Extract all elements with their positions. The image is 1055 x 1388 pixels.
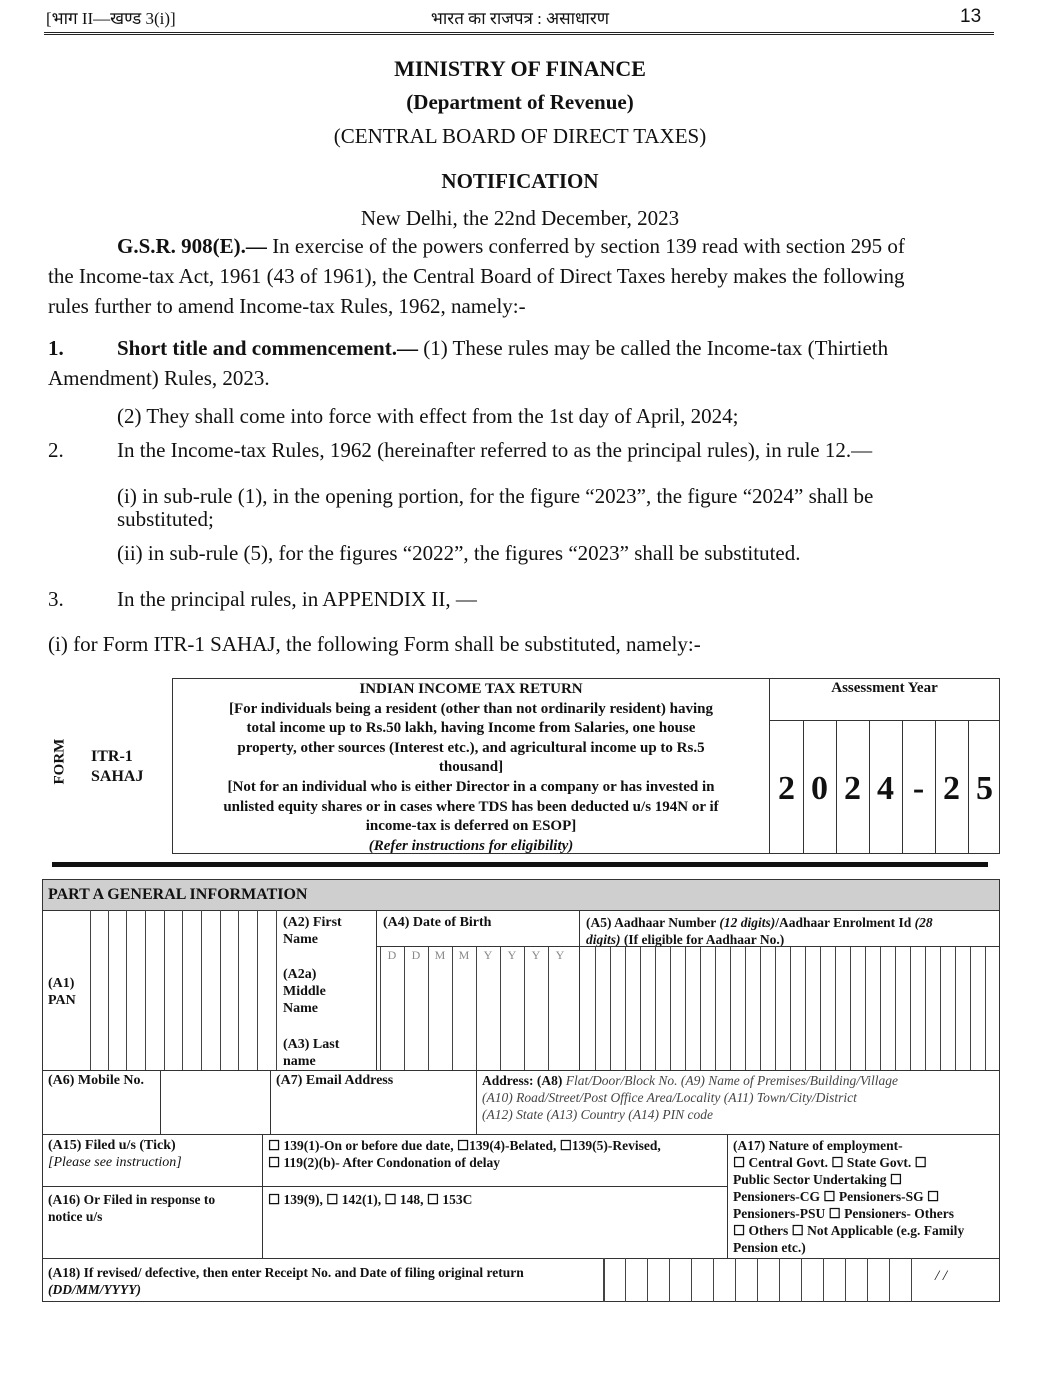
ay-digit: 4 bbox=[869, 768, 903, 810]
item-3-number: 3. bbox=[48, 587, 64, 611]
item-2-i-line-2: substituted; bbox=[117, 507, 214, 531]
board-title: (CENTRAL BOARD OF DIRECT TAXES) bbox=[333, 124, 707, 148]
response-notice-label: (A16) Or Filed in response to notice u/s bbox=[48, 1192, 216, 1224]
pan-input-cells[interactable] bbox=[90, 910, 276, 1070]
department-title: (Department of Revenue) bbox=[406, 90, 634, 114]
notification-heading: NOTIFICATION bbox=[441, 169, 599, 193]
ay-digit: 5 bbox=[976, 770, 993, 807]
dob-placeholder: Y bbox=[531, 948, 541, 962]
ay-digit: 2 bbox=[935, 768, 969, 810]
item-2-text: In the Income-tax Rules, 1962 (hereinafter referred to as the principal rules), in rule 12.— bbox=[117, 438, 873, 462]
intro-line-3: rules further to amend Income-tax Rules, 1962, namely:- bbox=[48, 294, 526, 318]
aadhaar-input-cells[interactable] bbox=[580, 946, 999, 1070]
part-a-heading: PART A GENERAL INFORMATION bbox=[48, 886, 308, 903]
ay-digit: 0 bbox=[803, 768, 837, 810]
gazette-part-label: [भाग II—खण्ड 3(i)] bbox=[46, 9, 176, 28]
header-rule bbox=[44, 32, 994, 37]
receipt-number-cells[interactable] bbox=[603, 1258, 911, 1302]
last-name-label: (A3) Last name bbox=[283, 1037, 340, 1069]
form-vertical-label: FORM bbox=[51, 738, 68, 785]
original-filing-date[interactable]: / / bbox=[935, 1268, 948, 1284]
dob-placeholder: M bbox=[434, 948, 446, 962]
item-2-ii: (ii) in sub-rule (5), for the figures “2022”, the figures “2023” shall be substituted. bbox=[117, 541, 801, 565]
ay-digit: - bbox=[902, 768, 936, 810]
assessment-year-label: Assessment Year bbox=[831, 680, 938, 696]
dob-placeholder: Y bbox=[483, 948, 493, 962]
response-notice-options[interactable]: ☐ 139(9), ☐ 142(1), ☐ 148, ☐ 153C bbox=[268, 1192, 473, 1207]
filed-under-label: (A15) Filed u/s (Tick) [Please see instruction] bbox=[48, 1138, 182, 1170]
item-2-number: 2. bbox=[48, 438, 64, 462]
mobile-label: (A6) Mobile No. bbox=[48, 1073, 145, 1088]
email-label: (A7) Email Address bbox=[276, 1073, 394, 1088]
form-name: ITR-1 SAHAJ bbox=[91, 748, 144, 785]
dob-placeholder: D bbox=[387, 948, 397, 962]
gazette-title: भारत का राजपत्र : असाधारण bbox=[430, 9, 610, 28]
address-label: Address: (A8) Flat/Door/Block No. (A9) Name of Premises/Building/Village (A10) Road/Street/Post Office Area/Locality (A11) Town/City/District (A12) State (A13) Country (A14) PIN code bbox=[482, 1073, 898, 1122]
middle-name-label: (A2a) Middle Name bbox=[283, 967, 326, 1016]
item-1-number: 1. bbox=[48, 336, 64, 360]
ay-digit: 2 bbox=[836, 768, 870, 810]
dob-label: (A4) Date of Birth bbox=[383, 915, 492, 930]
intro-line-1: G.S.R. 908(E).— In exercise of the powers conferred by section 139 read with section 295 of bbox=[117, 234, 905, 258]
dob-placeholder: D bbox=[411, 948, 421, 962]
page-number: 13 bbox=[960, 6, 982, 27]
place-date: New Delhi, the 22nd December, 2023 bbox=[360, 206, 680, 230]
intro-line-2: the Income-tax Act, 1961 (43 of 1961), the Central Board of Direct Taxes hereby makes the following bbox=[48, 264, 905, 288]
section-divider bbox=[52, 862, 988, 867]
dob-placeholder: M bbox=[458, 948, 470, 962]
aadhaar-label: (A5) Aadhaar Number (12 digits)/Aadhaar Enrolment Id (28 digits) (If eligible for Aadhaar No.) bbox=[586, 915, 933, 947]
filed-under-options[interactable]: ☐ 139(1)-On or before due date, ☐139(4)-Belated, ☐139(5)-Revised, ☐ 119(2)(b)- After Condonation of delay bbox=[268, 1138, 661, 1170]
employment-nature-options[interactable]: (A17) Nature of employment- ☐ Central Govt. ☐ State Govt. ☐ Public Sector Undertaking ☐ Pensioners-CG ☐ Pensioners-SG ☐ Pensioners-PSU ☐ Pensioners- Others ☐ Others ☐ Not Applicable (e.g. Family Pension etc.) bbox=[733, 1138, 965, 1255]
item-1-text-2: Amendment) Rules, 2023. bbox=[48, 366, 270, 390]
item-3-i: (i) for Form ITR-1 SAHAJ, the following Form shall be substituted, namely:- bbox=[48, 632, 701, 656]
dob-placeholder: Y bbox=[555, 948, 565, 962]
ministry-title: MINISTRY OF FINANCE bbox=[394, 56, 646, 81]
item-1-sub-2: (2) They shall come into force with effect from the 1st day of April, 2024; bbox=[117, 404, 739, 428]
item-2-i-line-1: (i) in sub-rule (1), in the opening portion, for the figure “2023”, the figure “2024” shall be bbox=[117, 484, 874, 508]
pan-label: (A1) PAN bbox=[48, 976, 76, 1008]
mobile-input[interactable] bbox=[160, 1070, 161, 1134]
first-name-label: (A2) First Name bbox=[283, 915, 342, 947]
revised-return-label: (A18) If revised/ defective, then enter Receipt No. and Date of filing original return (DD/MM/YYYY) bbox=[48, 1265, 524, 1297]
item-3-text: In the principal rules, in APPENDIX II, — bbox=[117, 587, 477, 611]
item-1-text: Short title and commencement.— (1) These rules may be called the Income-tax (Thirtieth bbox=[117, 336, 889, 360]
dob-placeholder: Y bbox=[507, 948, 517, 962]
dob-input-cells[interactable] bbox=[380, 946, 578, 1070]
ay-digit: 2 bbox=[770, 768, 804, 810]
form-description: INDIAN INCOME TAX RETURN [For individuals being a resident (other than not ordinarily resident) having total income up to Rs.50 lakh, having Income from Salaries, one house property, other sources (Interest etc.), and agricultural income up to Rs.5 thousand] [Not for an individual who is either Director in a company or has invested in unlisted equity shares or in cases where TDS has been deducted u/s 194N or if income-tax is deferred on ESOP] (Refer instructions for eligibility) bbox=[223, 681, 719, 854]
